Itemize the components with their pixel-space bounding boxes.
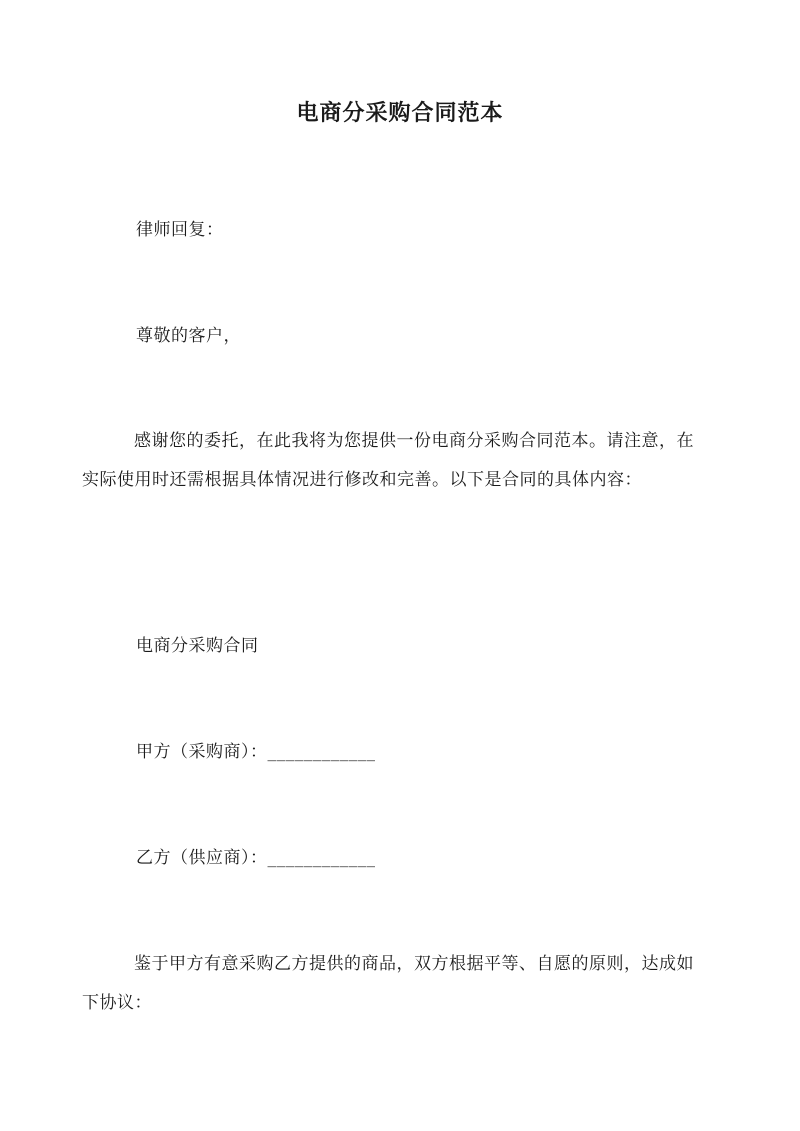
greeting: 尊敬的客户， bbox=[136, 326, 241, 346]
contract-heading: 电商分采购合同 bbox=[136, 636, 259, 656]
document-title: 电商分采购合同范本 bbox=[296, 100, 504, 126]
intro-paragraph: 感谢您的委托，在此我将为您提供一份电商分采购合同范本。请注意，在实际使用时还需根据具体情况进行修改和完善。以下是合同的具体内容： bbox=[82, 431, 694, 490]
recital-paragraph: 鉴于甲方有意采购乙方提供的商品，双方根据平等、自愿的原则，达成如下协议： bbox=[82, 954, 694, 1013]
party-b-line: 乙方（供应商）：____________ bbox=[136, 848, 376, 868]
reply-label: 律师回复： bbox=[136, 220, 224, 240]
party-a-line: 甲方（采购商）：____________ bbox=[136, 742, 376, 762]
